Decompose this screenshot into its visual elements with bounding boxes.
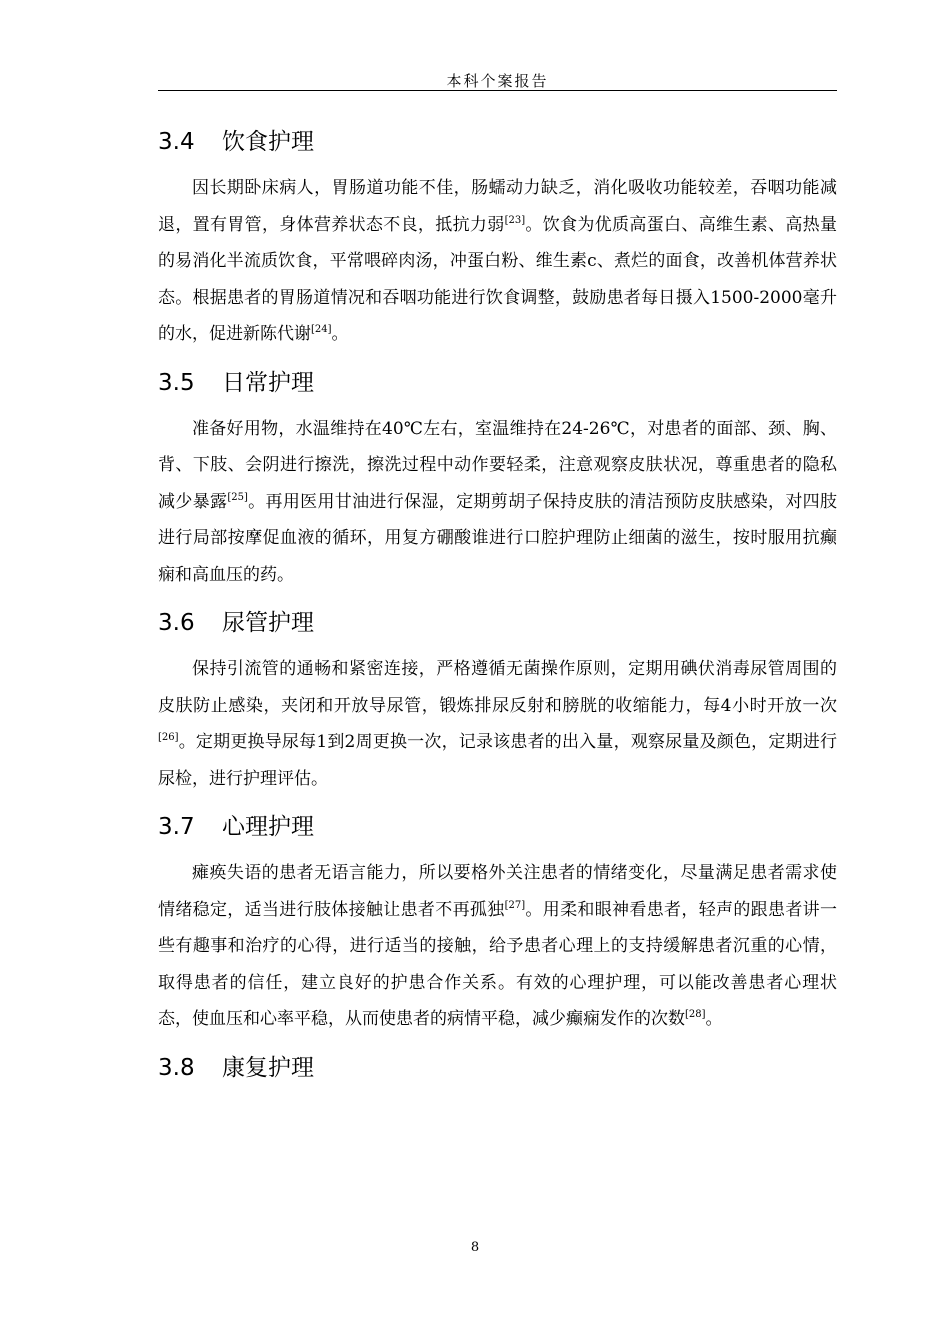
page-number: 8 xyxy=(470,1240,480,1255)
section-heading-3-5 xyxy=(158,361,837,405)
citation-ref: [25] xyxy=(227,491,248,503)
paragraph-text: 瘫痪失语的患者无语言能力，所以要格外关注患者的情绪变化，尽量满足患者需求使情绪稳定，适当进行肢体接触让患者不再孤独 xyxy=(158,863,837,920)
paragraph-text: 准备好用物，水温维持在40℃左右，室温维持在24-26℃，对患者的面部、颈、胸、背、下肢、会阴进行擦洗，擦洗过程中动作要轻柔，注意观察皮肤状况，尊重患者的隐私减少暴露 xyxy=(158,418,837,512)
paragraph-text: 保持引流管的通畅和紧密连接，严格遵循无菌操作原则，定期用碘伏消毒尿管周围的皮肤防止感染，夹闭和开放导尿管，锻炼排尿反射和膀胱的收缩能力，每4小时开放一次 xyxy=(158,659,837,716)
citation-ref: [27] xyxy=(504,899,526,911)
section-number: 3.4 xyxy=(158,129,195,155)
paragraph-text: 。用柔和眼神看患者，轻声的跟患者讲一些有趣事和治疗的心得，进行适当的接触，给予患者心理上的支持缓解患者沉重的心情，取得患者的信任，建立良好的护患合作关系。有效的心理护理，可以能改善患者心理状态，使血压和心率平稳，从而使患者的病情平稳，减少癫痫发作的次数 xyxy=(158,899,837,1029)
section-title: 康复护理 xyxy=(222,1054,314,1081)
paragraph-catheter-care xyxy=(158,651,837,797)
section-number: 3.5 xyxy=(158,369,195,396)
section-number: 3.7 xyxy=(158,814,195,840)
section-title: 饮食护理 xyxy=(222,129,314,155)
paragraph-psychological-care xyxy=(158,855,837,1038)
citation-ref: [23] xyxy=(504,214,526,226)
paragraph-diet-care xyxy=(158,170,837,353)
paragraph-text: 。 xyxy=(331,324,349,344)
paragraph-daily-care xyxy=(158,411,837,594)
paragraph-text: 因长期卧床病人，胃肠道功能不佳，肠蠕动力缺乏，消化吸收功能较差，吞咽功能减退，置有胃管，身体营养状态不良，抵抗力弱 xyxy=(158,178,837,235)
section-number: 3.8 xyxy=(158,1054,195,1081)
section-title: 日常护理 xyxy=(222,369,314,396)
section-title: 心理护理 xyxy=(222,814,314,840)
section-heading-3-4 xyxy=(158,120,837,164)
section-heading-3-6 xyxy=(158,601,837,645)
paragraph-text: 。再用医用甘油进行保湿，定期剪胡子保持皮肤的清洁预防皮肤感染，对四肢进行局部按摩促血液的循环，用复方硼酸谁进行口腔护理防止细菌的滋生，按时服用抗癫痫和高血压的药。 xyxy=(158,491,837,585)
citation-ref: [28] xyxy=(685,1009,706,1020)
citation-ref: [26] xyxy=(158,732,179,743)
paragraph-text: 。定期更换导尿每1到2周更换一次，记录该患者的出入量，观察尿量及颜色，定期进行尿检，进行护理评估。 xyxy=(158,732,837,789)
header-divider xyxy=(158,90,837,91)
section-heading-3-7 xyxy=(158,805,837,849)
section-title: 尿管护理 xyxy=(222,610,314,636)
paragraph-text: 。饮食为优质高蛋白、高维生素、高热量的易消化半流质饮食，平常喂碎肉汤，冲蛋白粉、维生素c、煮烂的面食，改善机体营养状态。根据患者的胃肠道情况和吞咽功能进行饮食调整，鼓励患者每日摄入1500-2000毫升的水，促进新陈代谢 xyxy=(158,214,837,344)
section-heading-3-8 xyxy=(158,1046,837,1090)
page-body xyxy=(158,120,837,1096)
citation-ref: [24] xyxy=(311,324,332,335)
page-header-title: 本科个案报告 xyxy=(446,72,549,90)
section-number: 3.6 xyxy=(158,610,195,636)
paragraph-text: 。 xyxy=(705,1009,723,1029)
